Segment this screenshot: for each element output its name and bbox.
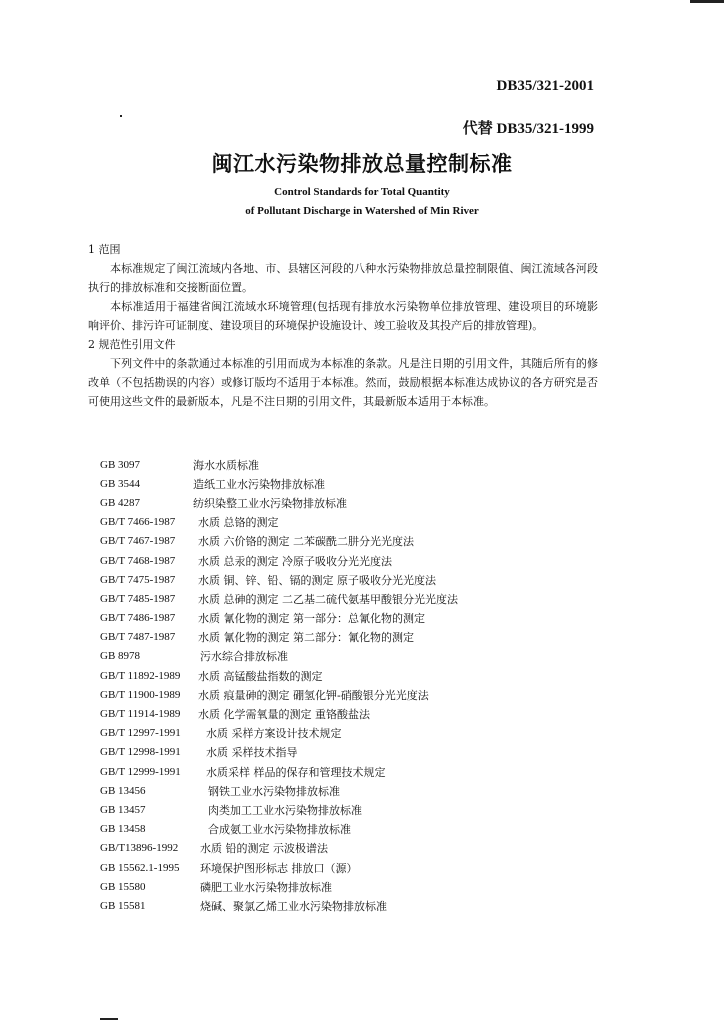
reference-code: GB/T 7475-1987 — [100, 573, 176, 586]
reference-item — [100, 858, 600, 877]
section-heading-scope: 1 范围 — [88, 243, 121, 256]
reference-item — [100, 781, 600, 800]
reference-item — [100, 493, 600, 512]
replaces-standard: 代替 DB35/321-1999 — [462, 121, 594, 137]
reference-code: GB/T 7485-1987 — [100, 592, 176, 605]
reference-item — [100, 666, 600, 685]
reference-item — [100, 513, 600, 532]
reference-code: GB/T 7467-1987 — [100, 535, 176, 548]
reference-title: 水质 总铬的测定 — [198, 516, 279, 530]
reference-code: GB/T 7466-1987 — [100, 516, 176, 529]
reference-code: GB 3097 — [100, 458, 141, 471]
reference-title: 纺织染整工业水污染物排放标准 — [193, 496, 347, 510]
reference-title: 水质 化学需氧量的测定 重铬酸盐法 — [198, 708, 370, 722]
scan-artifact — [120, 115, 122, 117]
reference-code: GB/T 7487-1987 — [100, 631, 176, 644]
reference-title: 钢铁工业水污染物排放标准 — [208, 784, 340, 798]
reference-item — [100, 647, 600, 666]
reference-code: GB 13458 — [100, 823, 146, 836]
reference-code: GB/T13896-1992 — [100, 842, 179, 855]
reference-title: 水质 氰化物的测定 第二部分：氰化物的测定 — [198, 631, 414, 645]
reference-item — [100, 532, 600, 551]
reference-code: GB 8978 — [100, 650, 141, 663]
reference-item — [100, 877, 600, 896]
reference-code: GB 13457 — [100, 803, 146, 816]
reference-code: GB 15580 — [100, 880, 146, 893]
reference-item — [100, 474, 600, 493]
reference-list — [100, 455, 600, 916]
reference-item — [100, 455, 600, 474]
reference-title: 合成氨工业水污染物排放标准 — [208, 823, 351, 837]
standard-number: DB35/321-2001 — [496, 78, 594, 94]
reference-item — [100, 704, 600, 723]
title-english-line1: Control Standards for Total Quantity — [274, 186, 450, 198]
reference-title: 水质 铅的测定 示波极谱法 — [200, 842, 328, 856]
scan-artifact — [690, 0, 724, 3]
reference-title: 水质 六价铬的测定 二苯碳酰二肼分光光度法 — [198, 535, 414, 549]
reference-item — [100, 570, 600, 589]
reference-title: 污水综合排放标准 — [200, 650, 288, 664]
reference-item — [100, 724, 600, 743]
reference-item — [100, 609, 600, 628]
reference-title: 水质 痕量砷的测定 硼氢化钾-硝酸银分光光度法 — [198, 688, 429, 702]
reference-item — [100, 628, 600, 647]
reference-code: GB/T 7486-1987 — [100, 612, 176, 625]
reference-item — [100, 743, 600, 762]
reference-title: 水质 高锰酸盐指数的测定 — [198, 669, 323, 683]
title-english-line2: of Pollutant Discharge in Watershed of Min River — [245, 205, 479, 217]
reference-title: 磷肥工业水污染物排放标准 — [200, 880, 332, 894]
reference-code: GB/T 12997-1991 — [100, 727, 181, 740]
reference-item — [100, 839, 600, 858]
reference-title: 水质 总汞的测定 冷原子吸收分光光度法 — [198, 554, 392, 568]
reference-code: GB 3544 — [100, 477, 141, 490]
reference-code: GB 4287 — [100, 496, 141, 509]
references-paragraph: 下列文件中的条款通过本标准的引用而成为本标准的条款。凡是注日期的引用文件，其随后所有的修改单（不包括勘误的内容）或修订版均不适用于本标准。然而，鼓励根据本标准达成协议的各方研究是否可使用这些文件的最新版本，凡是不注日期的引用文件，其最新版本适用于本标准。 — [88, 357, 598, 408]
document-body — [88, 240, 598, 411]
reference-title: 环境保护图形标志 排放口（源） — [200, 861, 358, 875]
reference-code: GB/T 11892-1989 — [100, 669, 181, 682]
title-chinese: 闽江水污染物排放总量控制标准 — [211, 151, 513, 176]
reference-title: 水质 采样方案设计技术规定 — [206, 727, 342, 741]
reference-title: 海水水质标准 — [193, 458, 259, 472]
reference-code: GB/T 11900-1989 — [100, 688, 181, 701]
reference-item — [100, 589, 600, 608]
reference-title: 水质 铜、锌、铅、镉的测定 原子吸收分光光度法 — [198, 573, 436, 587]
reference-code: GB 15581 — [100, 899, 146, 912]
reference-code: GB 15562.1-1995 — [100, 861, 180, 874]
reference-title: 水质 采样技术指导 — [206, 746, 298, 760]
reference-code: GB/T 12999-1991 — [100, 765, 181, 778]
reference-title: 烧碱、聚氯乙烯工业水污染物排放标准 — [200, 899, 387, 913]
reference-item — [100, 896, 600, 915]
scan-artifact — [100, 1018, 118, 1020]
reference-item — [100, 551, 600, 570]
reference-item — [100, 820, 600, 839]
reference-code: GB/T 12998-1991 — [100, 746, 181, 759]
scope-paragraph-1: 本标准规定了闽江流域内各地、市、县辖区河段的八种水污染物排放总量控制限值、闽江流域各河段执行的排放标准和交接断面位置。 — [88, 262, 598, 294]
reference-code: GB/T 11914-1989 — [100, 708, 181, 721]
reference-code: GB 13456 — [100, 784, 146, 797]
reference-title: 水质 氰化物的测定 第一部分：总氰化物的测定 — [198, 612, 425, 626]
reference-item — [100, 800, 600, 819]
reference-title: 水质采样 样品的保存和管理技术规定 — [206, 765, 386, 779]
reference-code: GB/T 7468-1987 — [100, 554, 176, 567]
scope-paragraph-2: 本标准适用于福建省闽江流域水环境管理(包括现有排放水污染物单位排放管理、建设项目的环境影响评价、排污许可证制度、建设项目的环境保护设施设计、竣工验收及其投产后的排放管理)。 — [88, 300, 598, 332]
reference-title: 水质 总砷的测定 二乙基二硫代氨基甲酸银分光光度法 — [198, 592, 458, 606]
reference-title: 造纸工业水污染物排放标准 — [193, 477, 325, 491]
reference-title: 肉类加工工业水污染物排放标准 — [208, 803, 362, 817]
reference-item — [100, 762, 600, 781]
section-heading-references: 2 规范性引用文件 — [88, 338, 176, 351]
reference-item — [100, 685, 600, 704]
